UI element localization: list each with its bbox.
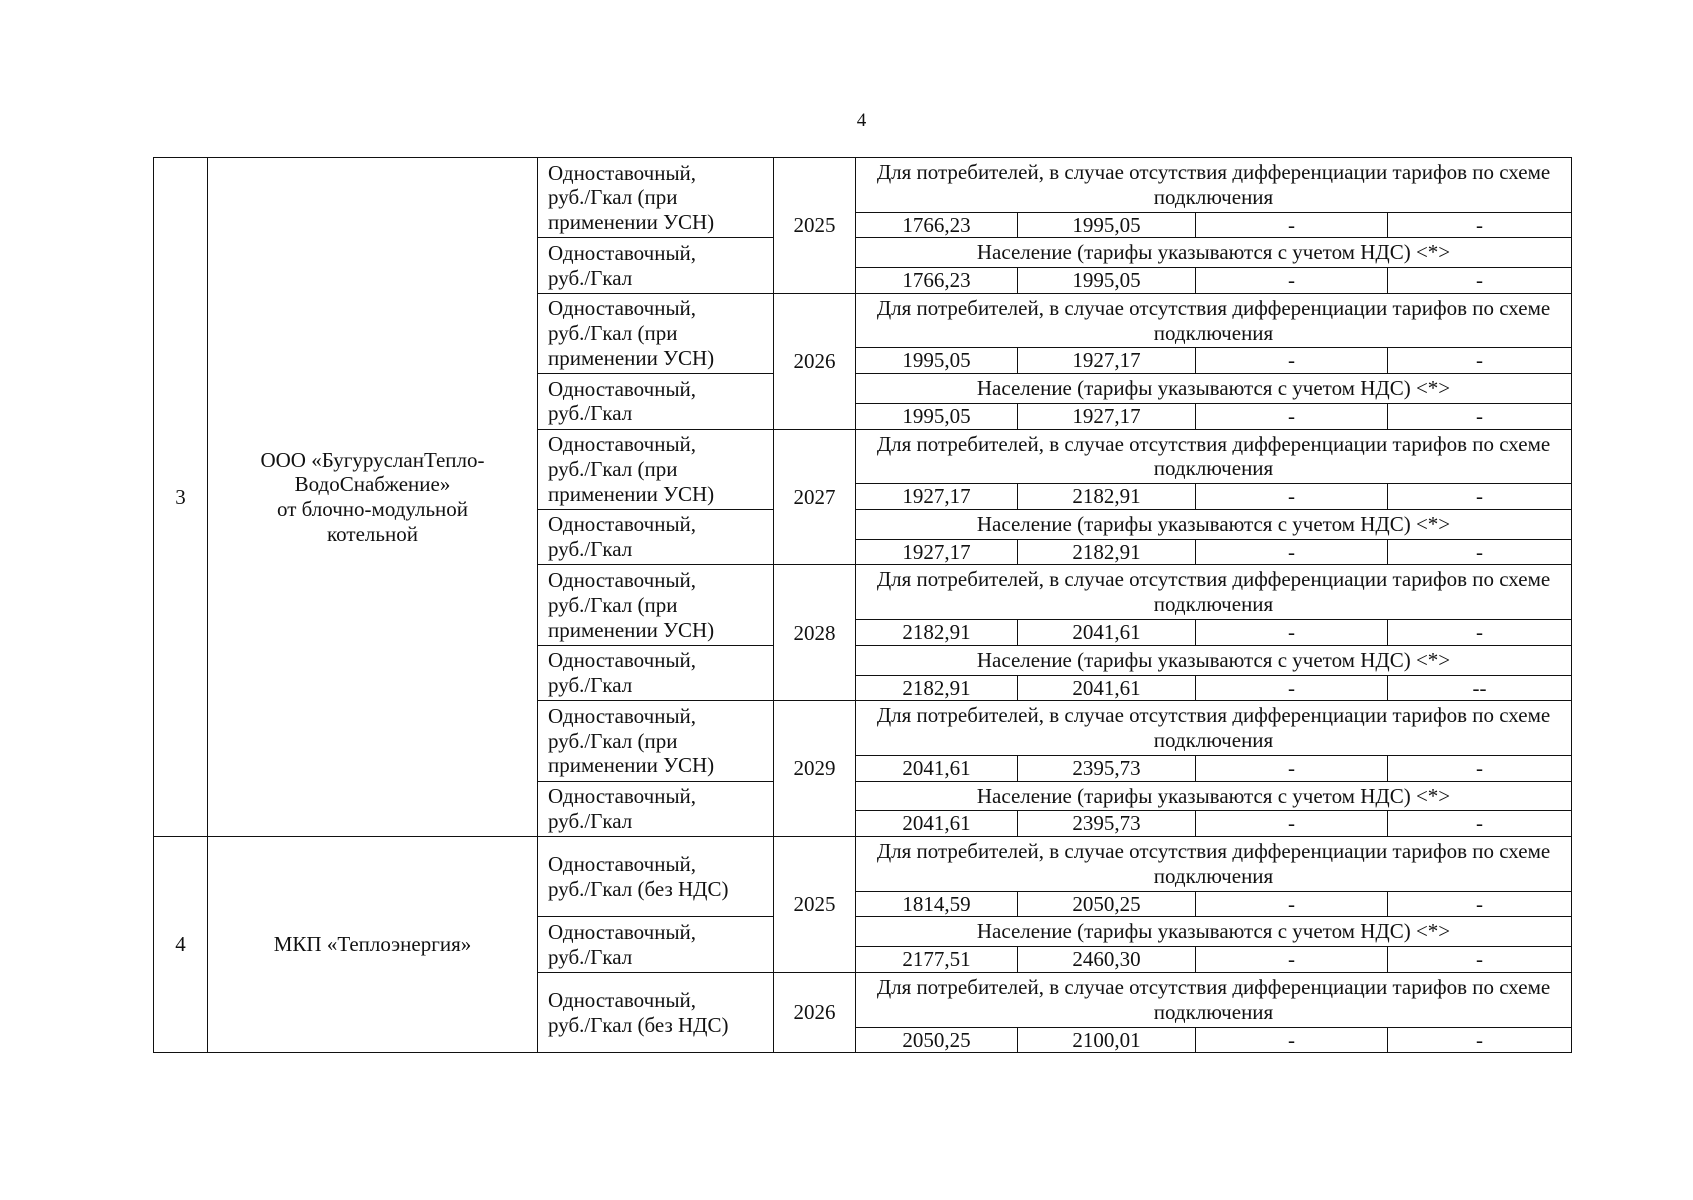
tariff-type: Одноставочный, руб./Гкал bbox=[538, 509, 774, 565]
tariff-value: - bbox=[1388, 1027, 1572, 1053]
tariff-value: - bbox=[1196, 212, 1388, 238]
tariff-type: Одноставочный, руб./Гкал (без НДС) bbox=[538, 972, 774, 1052]
tariff-value: - bbox=[1388, 620, 1572, 646]
consumer-group-note: Население (тарифы указываются с учетом НДС) <*> bbox=[856, 509, 1572, 539]
tariff-value: - bbox=[1388, 539, 1572, 565]
tariff-value: - bbox=[1196, 1027, 1388, 1053]
consumer-group-note: Население (тарифы указываются с учетом НДС) <*> bbox=[856, 374, 1572, 404]
tariff-value: 1995,05 bbox=[1018, 212, 1196, 238]
table-row bbox=[154, 158, 1572, 213]
tariff-type: Одноставочный, руб./Гкал bbox=[538, 645, 774, 701]
tariff-value: 1995,05 bbox=[856, 403, 1018, 429]
consumer-group-note: Население (тарифы указываются с учетом НДС) <*> bbox=[856, 917, 1572, 947]
tariff-value: 1927,17 bbox=[1018, 348, 1196, 374]
consumer-group-note: Для потребителей, в случае отсутствия дифференциации тарифов по схеме подключения bbox=[856, 565, 1572, 620]
table-row bbox=[154, 837, 1572, 892]
tariff-type: Одноставочный, руб./Гкал (без НДС) bbox=[538, 837, 774, 917]
tariff-type: Одноставочный, руб./Гкал bbox=[538, 374, 774, 430]
tariff-year: 2026 bbox=[774, 972, 856, 1052]
row-number: 3 bbox=[154, 158, 208, 837]
tariff-value: 1927,17 bbox=[856, 484, 1018, 510]
tariff-value: 2041,61 bbox=[856, 755, 1018, 781]
tariff-year: 2028 bbox=[774, 565, 856, 701]
organization-name: МКП «Теплоэнергия» bbox=[208, 837, 538, 1053]
consumer-group-note: Для потребителей, в случае отсутствия дифференциации тарифов по схеме подключения bbox=[856, 429, 1572, 484]
tariff-value: 1927,17 bbox=[1018, 403, 1196, 429]
tariff-value: - bbox=[1388, 891, 1572, 917]
tariff-type: Одноставочный, руб./Гкал (при применении УСН) bbox=[538, 293, 774, 373]
tariff-value: 2395,73 bbox=[1018, 755, 1196, 781]
consumer-group-note: Для потребителей, в случае отсутствия дифференциации тарифов по схеме подключения bbox=[856, 972, 1572, 1027]
tariff-value: - bbox=[1388, 268, 1572, 294]
tariff-value: - bbox=[1388, 947, 1572, 973]
tariff-value: 2460,30 bbox=[1018, 947, 1196, 973]
tariff-value: 2041,61 bbox=[1018, 620, 1196, 646]
consumer-group-note: Население (тарифы указываются с учетом НДС) <*> bbox=[856, 645, 1572, 675]
consumer-group-note: Для потребителей, в случае отсутствия дифференциации тарифов по схеме подключения bbox=[856, 701, 1572, 756]
tariff-value: - bbox=[1196, 484, 1388, 510]
tariff-year: 2026 bbox=[774, 293, 856, 429]
tariff-value: 1927,17 bbox=[856, 539, 1018, 565]
tariff-value: - bbox=[1388, 212, 1572, 238]
consumer-group-note: Для потребителей, в случае отсутствия дифференциации тарифов по схеме подключения bbox=[856, 837, 1572, 892]
tariff-value: 1814,59 bbox=[856, 891, 1018, 917]
tariff-value: - bbox=[1196, 891, 1388, 917]
tariff-type: Одноставочный, руб./Гкал bbox=[538, 238, 774, 294]
tariff-value: - bbox=[1388, 811, 1572, 837]
row-number: 4 bbox=[154, 837, 208, 1053]
consumer-group-note: Население (тарифы указываются с учетом НДС) <*> bbox=[856, 238, 1572, 268]
tariff-value: 2182,91 bbox=[856, 620, 1018, 646]
tariff-value: 1766,23 bbox=[856, 212, 1018, 238]
tariff-value: - bbox=[1388, 755, 1572, 781]
consumer-group-note: Для потребителей, в случае отсутствия дифференциации тарифов по схеме подключения bbox=[856, 158, 1572, 213]
tariff-year: 2029 bbox=[774, 701, 856, 837]
tariff-value: - bbox=[1196, 268, 1388, 294]
tariff-value: 2050,25 bbox=[856, 1027, 1018, 1053]
tariff-value: 2395,73 bbox=[1018, 811, 1196, 837]
tariff-type: Одноставочный, руб./Гкал (при применении УСН) bbox=[538, 701, 774, 781]
tariff-table bbox=[153, 157, 1572, 1053]
tariff-value: - bbox=[1388, 403, 1572, 429]
tariff-value: - bbox=[1196, 539, 1388, 565]
tariff-value: - bbox=[1196, 348, 1388, 374]
tariff-value: 2100,01 bbox=[1018, 1027, 1196, 1053]
tariff-value: 2050,25 bbox=[1018, 891, 1196, 917]
consumer-group-note: Для потребителей, в случае отсутствия дифференциации тарифов по схеме подключения bbox=[856, 293, 1572, 348]
tariff-value: 2182,91 bbox=[856, 675, 1018, 701]
table-body bbox=[154, 158, 1572, 1053]
tariff-year: 2025 bbox=[774, 837, 856, 973]
tariff-type: Одноставочный, руб./Гкал bbox=[538, 917, 774, 973]
tariff-value: - bbox=[1388, 484, 1572, 510]
consumer-group-note: Население (тарифы указываются с учетом НДС) <*> bbox=[856, 781, 1572, 811]
tariff-value: 1995,05 bbox=[856, 348, 1018, 374]
tariff-value: -- bbox=[1388, 675, 1572, 701]
tariff-value: 2041,61 bbox=[1018, 675, 1196, 701]
tariff-type: Одноставочный, руб./Гкал (при применении УСН) bbox=[538, 429, 774, 509]
tariff-value: - bbox=[1196, 811, 1388, 837]
tariff-value: 2041,61 bbox=[856, 811, 1018, 837]
tariff-type: Одноставочный, руб./Гкал (при применении УСН) bbox=[538, 565, 774, 645]
tariff-type: Одноставочный, руб./Гкал bbox=[538, 781, 774, 837]
tariff-value: - bbox=[1196, 620, 1388, 646]
tariff-value: - bbox=[1388, 348, 1572, 374]
page-number: 4 bbox=[856, 110, 867, 131]
tariff-year: 2025 bbox=[774, 158, 856, 294]
tariff-value: - bbox=[1196, 755, 1388, 781]
tariff-type: Одноставочный, руб./Гкал (при применении УСН) bbox=[538, 158, 774, 238]
tariff-value: 2177,51 bbox=[856, 947, 1018, 973]
tariff-value: 1995,05 bbox=[1018, 268, 1196, 294]
organization-name: ООО «БугурусланТепло- ВодоСнабжение» от блочно-модульной котельной bbox=[208, 158, 538, 837]
tariff-value: 2182,91 bbox=[1018, 539, 1196, 565]
tariff-value: - bbox=[1196, 675, 1388, 701]
tariff-year: 2027 bbox=[774, 429, 856, 565]
tariff-value: 1766,23 bbox=[856, 268, 1018, 294]
tariff-value: - bbox=[1196, 947, 1388, 973]
tariff-value: 2182,91 bbox=[1018, 484, 1196, 510]
tariff-value: - bbox=[1196, 403, 1388, 429]
